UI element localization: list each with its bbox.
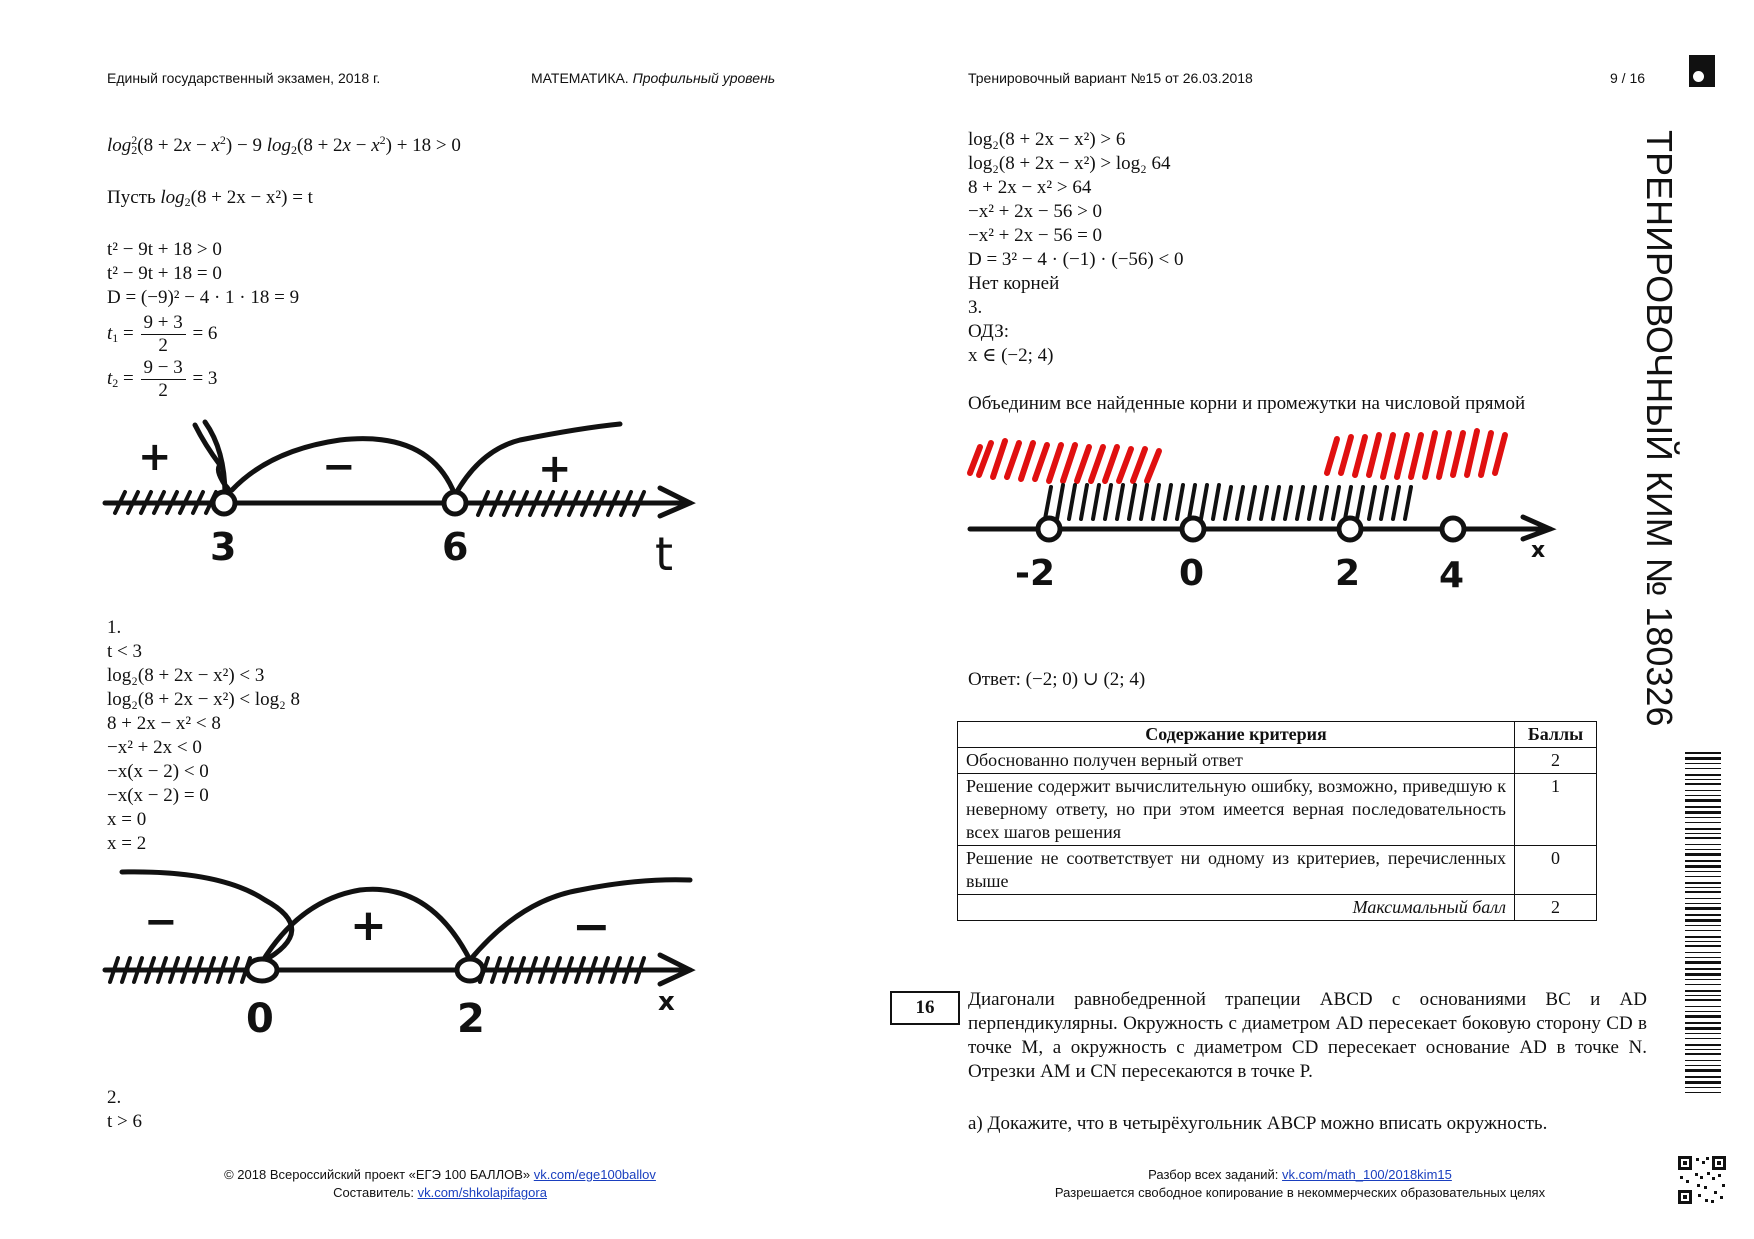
max-points-cell: 2 [1515,895,1597,921]
t1-label: t [107,322,113,344]
point-label: 0 [1179,553,1205,594]
point-label: 0 [246,996,274,1042]
barcode-icon [1683,750,1723,1100]
criterion-cell: Решение не соответствует ни одному из критериев, перечисленных выше [958,846,1515,895]
axis-label: t [655,527,674,575]
t1-fraction [141,312,186,357]
task-text: Диагонали равнобедренной трапеции ABCD с основаниями BC и AD перпендикулярны. Окружность с диаметром AD пересекает боковую сторону CD в точке M, а окружность с диаметром CD пересекает основание AD в точке N. Отрезки AM и CN пересекаются в точке P. [968,989,1647,1082]
case2-cont-line: 8 + 2x − x² > 64 [968,177,1092,198]
footer-project-link[interactable]: vk.com/ege100ballov [533,1167,656,1182]
footer-copyright [160,1166,720,1184]
sign-label: + [350,900,387,951]
sign-label: − [322,444,356,490]
criterion-cell: Обоснованно получен верный ответ [958,748,1515,774]
substitution-text: Пусть [107,187,156,208]
t2-label: t [107,367,113,389]
t2-fraction [141,357,186,402]
sign-label: + [138,434,172,480]
answer-line [968,668,1145,692]
max-label-cell: Максимальный балл [958,895,1515,921]
case1-line: 8 + 2x − x² < 8 [107,713,221,734]
case2-cont-line: log₂(8 + 2x − x²) > log₂ 64 [968,153,1171,174]
combined-number-line [965,425,1565,595]
point-label: 6 [442,525,469,569]
table-row [958,748,1597,774]
case2-cont-line: log₂(8 + 2x − x²) > 6 [968,129,1126,150]
case2-cont-line: Нет корней [968,273,1060,294]
t2-sub: 2 [112,375,119,390]
header-exam-title: Единый государственный экзамен, 2018 г. [107,70,381,86]
substitution-expr: (8 + 2x − x²) = t [190,187,313,208]
case1-block [107,616,300,856]
sign-chart-t [100,410,700,575]
left-column [107,128,461,402]
case2-line: t > 6 [107,1111,142,1132]
case2-block [107,1086,142,1134]
case1-line: −x² + 2x < 0 [107,737,202,758]
case1-line: −x(x − 2) = 0 [107,785,209,806]
answer-value: (−2; 0) ∪ (2; 4) [1025,669,1146,690]
header-subject [531,70,775,86]
table-row [958,895,1597,921]
case2-cont-line: −x² + 2x − 56 > 0 [968,201,1103,222]
case2-continuation [968,128,1525,416]
header-variant: Тренировочный вариант №15 от 26.03.2018 [968,70,1253,86]
point-label: 2 [1335,553,1361,594]
t2-line: $t_2$ = $\frac{9 - 3}{2}$ = 3 [107,357,218,401]
point-label: -2 [1015,553,1055,594]
case2-cont-line: ОДЗ: [968,321,1010,342]
points-cell: 2 [1515,748,1597,774]
task-part-a: а) Докажите, что в четырёхугольник ABCP можно вписать окружность. [968,1113,1548,1134]
point-label: 3 [210,525,237,569]
case2-cont-line: D = 3² − 4 · (−1) · (−56) < 0 [968,249,1184,270]
criterion-cell: Решение содержит вычислительную ошибку, возможно, приведшую к неверному ответу, но при этом имеется верная последовательность всех шагов решения [958,774,1515,846]
answer-label: Ответ: [968,669,1021,690]
header-subject-main: МАТЕМАТИКА. [531,70,629,86]
footer-analysis [1000,1166,1600,1184]
footer-right [1000,1166,1600,1202]
footer-analysis-text: Разбор всех заданий: [1148,1167,1279,1182]
criteria-table [957,721,1597,921]
case1-line: log₂(8 + 2x − x²) < log₂ 8 [107,689,301,710]
sign-label: + [538,446,572,492]
axis-label: x [1531,538,1546,563]
table-row [958,846,1597,895]
points-header: Баллы [1515,722,1597,748]
case1-line: t < 3 [107,641,142,662]
case2-cont-line: −x² + 2x − 56 = 0 [968,225,1103,246]
main-inequality: $\log^2_2(8 + 2x - x^2) - 9$ $\log_2(8 + 2x - x^2) + 18 > 0$ [107,133,461,157]
red-hatching-icon [970,431,1505,481]
header-page-number: 9 / 16 [1610,70,1646,86]
qr-code-icon [1678,1156,1726,1204]
footer-license: Разрешается свободное копирование в некоммерческих образовательных целях [1054,1185,1546,1200]
t1-num: 9 + 3 [141,312,186,335]
axis-label: x [658,987,675,1017]
t-lines [107,238,461,310]
case1-line: x = 2 [107,833,147,854]
t1-line: $t_1$ = $\frac{9 + 3}{2}$ = 6 [107,312,218,356]
t1-result: = 6 [192,322,218,344]
t1-sub: 1 [112,330,119,345]
combine-text: Объединим все найденные корни и промежутки на числовой прямой [968,393,1526,414]
substitution-line: Пусть $\log_2(8 + 2x - x^2) = t$ [107,187,313,209]
header-subject-level: Профильный уровень [632,70,776,86]
case2-cont-line: x ∈ (−2; 4) [968,345,1054,366]
t2-result: = 3 [192,367,218,389]
points-cell: 1 [1515,774,1597,846]
t1-den: 2 [158,335,168,356]
table-row [958,774,1597,846]
point-label: 4 [1439,555,1465,595]
criterion-header: Содержание критерия [958,722,1515,748]
footer-analysis-link[interactable]: vk.com/math_100/2018kim15 [1282,1167,1452,1182]
footer-author [160,1184,720,1202]
t-line: t² − 9t + 18 > 0 [107,239,222,260]
point-label: 2 [457,996,485,1042]
sign-label: − [144,899,178,945]
corner-mark-icon [1689,55,1715,87]
sign-label: − [572,899,611,953]
footer-left [160,1166,720,1202]
t-line: D = (−9)² − 4 · 1 · 18 = 9 [107,287,300,308]
footer-author-text: Составитель: [333,1185,414,1200]
sidebar-kim-title: ТРЕНИРОВОЧНЫЙ КИМ № 180326 [1639,130,1680,727]
footer-author-link[interactable]: vk.com/shkolapifagora [417,1185,547,1200]
table-header-row [958,722,1597,748]
points-cell: 0 [1515,846,1597,895]
t2-num: 9 − 3 [141,357,186,380]
t2-den: 2 [158,380,168,401]
case1-line: −x(x − 2) < 0 [107,761,209,782]
footer-copyright-text: © 2018 Всероссийский проект «ЕГЭ 100 БАЛЛОВ» [224,1167,531,1182]
case2-cont-line: 3. [968,297,983,318]
t-line: t² − 9t + 18 = 0 [107,263,222,284]
task-number-box: 16 [890,991,960,1025]
case2-line: 2. [107,1087,122,1108]
case1-line: 1. [107,617,122,638]
case1-line: log₂(8 + 2x − x²) < 3 [107,665,265,686]
case1-line: x = 0 [107,809,147,830]
sign-chart-x1 [100,860,700,1045]
